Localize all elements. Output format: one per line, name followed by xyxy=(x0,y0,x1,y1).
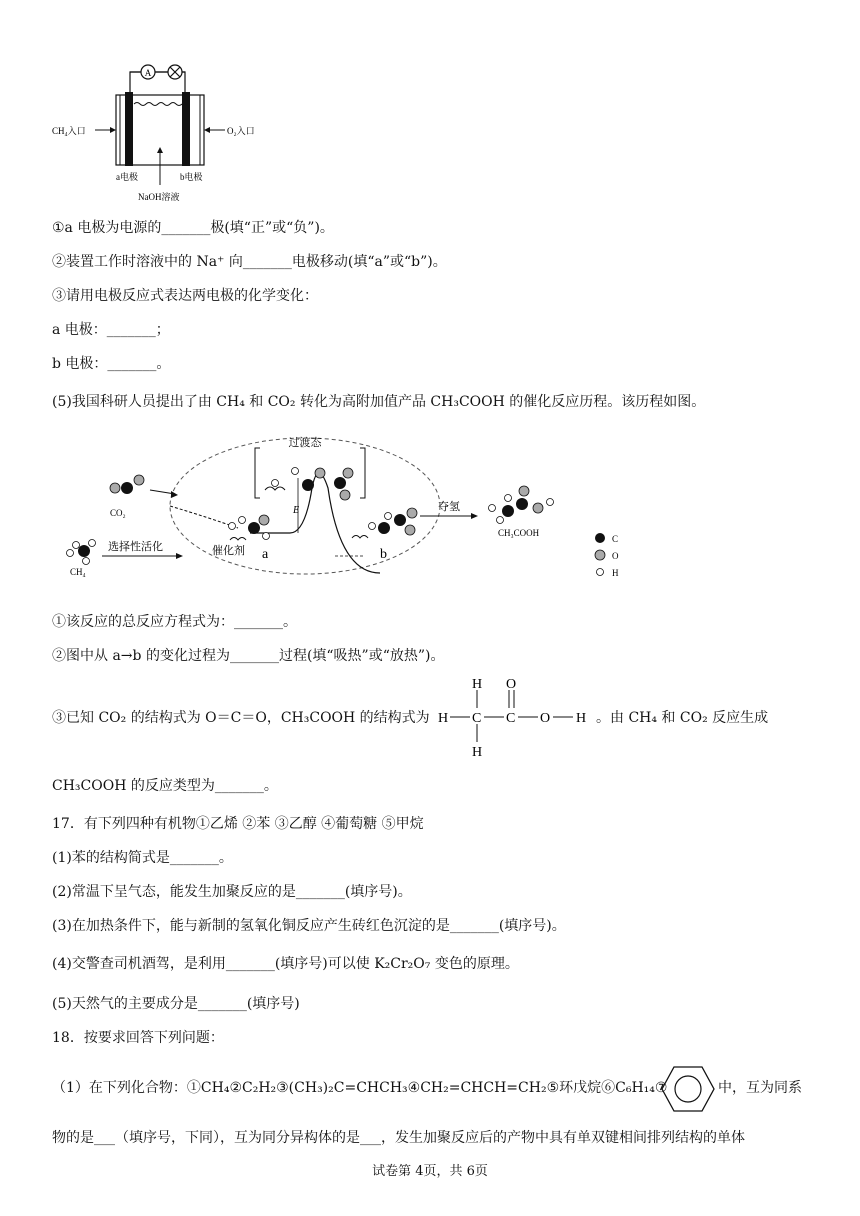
q4-line1: ①a 电极为电源的_______极(填“正”或“负”)。 xyxy=(52,220,334,236)
mechanism-diagram xyxy=(50,428,650,588)
benzene-icon xyxy=(660,1064,716,1114)
q4-line3: ③请用电极反应式表达两电极的化学变化： xyxy=(52,288,318,304)
q17-p4: (4)交警查司机酒驾，是利用_______(填序号)可以使 K₂Cr₂O₇ 变色的原理。 xyxy=(52,956,519,972)
svg-text:O: O xyxy=(540,711,551,726)
q17-p2: (2)常温下呈气态，能发生加聚反应的是_______(填序号)。 xyxy=(52,884,412,900)
catalyst-label: 催化剂 xyxy=(212,545,245,557)
q17-p5: (5)天然气的主要成分是_______(填序号) xyxy=(52,996,300,1012)
q4-line5: b 电极：_______。 xyxy=(52,356,171,372)
q18-p2: 物的是___（填序号，下同），互为同分异构体的是___，发生加聚反应后的产物中具有单双键相间排列结构的单体 xyxy=(52,1130,745,1146)
q5-line4: CH₃COOH 的反应类型为_______。 xyxy=(52,778,278,794)
svg-text:H: H xyxy=(576,711,587,726)
svg-text:H: H xyxy=(472,745,483,760)
acetic-acid-structure xyxy=(436,676,601,760)
o2-inlet-label: O₂入口 xyxy=(227,126,255,136)
naoh-label: NaOH溶液 xyxy=(138,192,180,202)
legend-h: H xyxy=(612,568,619,578)
legend-c: C xyxy=(612,534,619,544)
q5-line1: ①该反应的总反应方程式为：_______。 xyxy=(52,614,297,630)
legend-o: O xyxy=(612,551,619,561)
energy-label: E xyxy=(293,505,300,516)
q5-line3a: ③已知 CO₂ 的结构式为 O＝C＝O，CH₃COOH 的结构式为 xyxy=(52,710,430,726)
product-label: CH₃COOH xyxy=(498,528,540,538)
q18-p1b: 中，互为同系 xyxy=(718,1080,802,1096)
q17-p1: (1)苯的结构简式是_______。 xyxy=(52,850,233,866)
q4-line2: ②装置工作时溶液中的 Na⁺ 向_______电极移动(填“a”或“b”)。 xyxy=(52,254,447,270)
electrode-b-label: b电极 xyxy=(180,172,203,182)
electrode-a-label: a电极 xyxy=(116,172,138,182)
q17-title: 17．有下列四种有机物①乙烯 ②苯 ③乙醇 ④葡萄糖 ⑤甲烷 xyxy=(52,816,424,832)
activation-label: 选择性活化 xyxy=(108,541,163,553)
ammeter-label: A xyxy=(144,68,152,78)
page-footer: 试卷第 4页，共 6页 xyxy=(372,1164,488,1179)
co2-label: CO₂ xyxy=(110,508,126,518)
svg-text:H: H xyxy=(438,711,449,726)
q17-p3: (3)在加热条件下，能与新制的氢氧化铜反应产生砖红色沉淀的是_______(填序号)。 xyxy=(52,918,566,934)
svg-text:O: O xyxy=(506,677,517,692)
svg-text:C: C xyxy=(472,711,482,726)
q18-p1a: （1）在下列化合物：①CH₄②C₂H₂③(CH₃)₂C=CHCH₃④CH₂=CHCH=CH₂⑤环戊烷⑥C₆H₁₄⑦ xyxy=(52,1080,668,1096)
dehydrogenation-label: 夺氢 xyxy=(438,501,460,513)
transition-label: 过渡态 xyxy=(288,437,322,449)
q18-title: 18．按要求回答下列问题： xyxy=(52,1030,224,1046)
svg-text:H: H xyxy=(472,677,483,692)
point-a-label: a xyxy=(262,547,269,562)
q5-line3b: 。由 CH₄ 和 CO₂ 反应生成 xyxy=(596,710,769,726)
q5-line2: ②图中从 a→b 的变化过程为_______过程(填“吸热”或“放热”)。 xyxy=(52,648,445,664)
ch4-label: CH₄ xyxy=(70,567,86,577)
q5-intro: (5)我国科研人员提出了由 CH₄ 和 CO₂ 转化为高附加值产品 CH₃COOH 的催化反应历程。该历程如图。 xyxy=(52,394,706,410)
ch4-inlet-label: CH₄入口 xyxy=(52,126,86,136)
point-b-label: b xyxy=(380,547,387,562)
svg-text:C: C xyxy=(506,711,516,726)
q4-line4: a 电极：_______； xyxy=(52,322,170,338)
fuel-cell-diagram xyxy=(50,0,290,210)
